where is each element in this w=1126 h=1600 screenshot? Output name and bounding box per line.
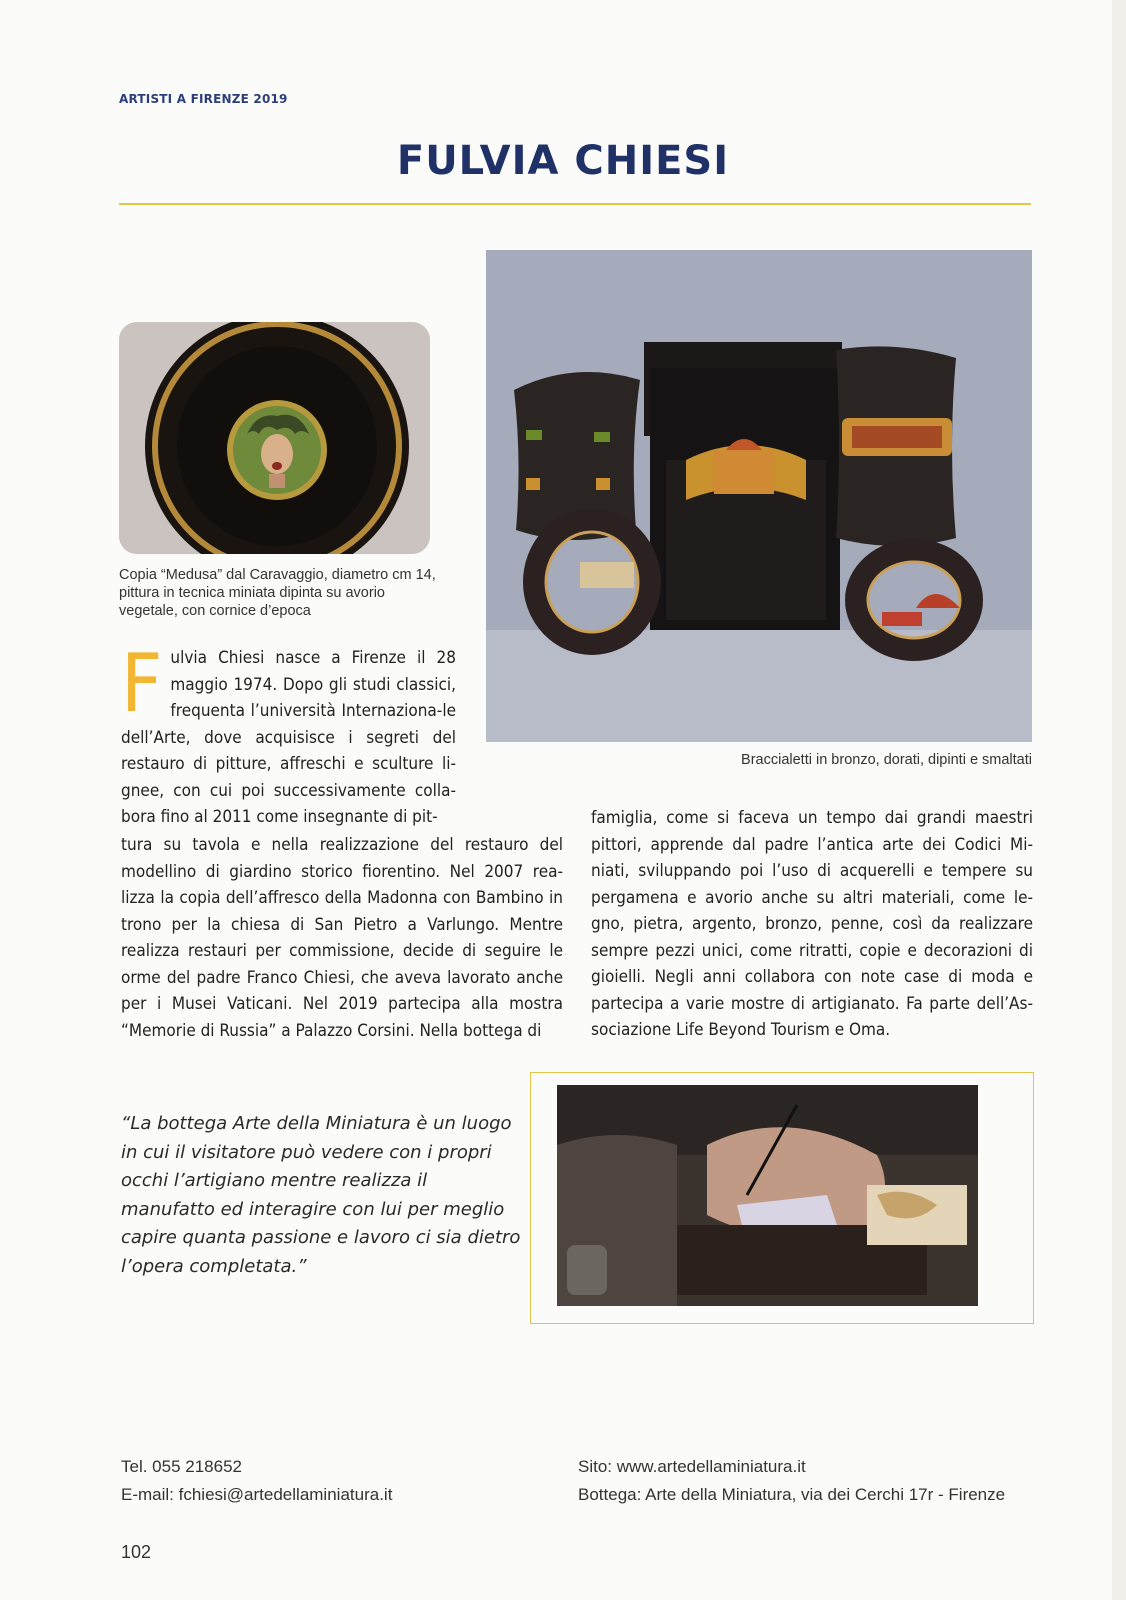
medusa-photo [119,322,430,554]
article-paragraph-2: famiglia, come si faceva un tempo dai grandi maestri pittori, apprende dal padre l’antica arte dei Codici Mi-niati, sviluppando poi l’uso di acquerelli e tempere su pergamena e avorio anche su altri materiali, come le-gno, pietra, argento, bronzo, penne, così da realizzare sempre pezzi unici, come ritratti, copie e decorazioni di gioielli. Negli anni collabora con note case di moda e partecipa a varie mostre di artigianato. Fa parte dell’As-sociazione Life Beyond Tourism e Oma. [591,808,1033,1040]
email-address: E-mail: fchiesi@artedellaminiatura.it [121,1485,393,1504]
article-title: FULVIA CHIESI [396,138,730,184]
phone-number: Tel. 055 218652 [121,1457,242,1476]
page-edge [1112,0,1126,1600]
bracelets-caption: Braccialetti in bronzo, dorati, dipinti e smaltati [741,752,1032,768]
medusa-caption: Copia “Medusa” dal Caravaggio, diametro cm 14, pittura in tecnica miniata dipinta su avorio vegetale, con cornice d’epoca [119,567,436,619]
contact-right [578,1453,1005,1509]
title-rule [119,203,1031,205]
drop-cap: F [121,637,163,730]
bracelets-photo [486,250,1032,742]
artisan-hands-photo [557,1085,978,1306]
pull-quote: “La bottega Arte della Miniatura è un luogo in cui il visitatore può vedere con i propri occhi l’artigiano mentre realizza il manufatto ed interagire con lui per meglio capire quanta passione e lavoro ci sia dietro l’opera completata.” [121,1113,521,1277]
page-number: 102 [121,1542,152,1562]
contact-left [121,1453,392,1509]
article-paragraph-1b: tura su tavola e nella realizzazione del restauro del modellino di giardino storico fiorentino. Nel 2007 rea-lizza la copia dell’affresco della Madonna con Bambino in trono per la chiesa di San Pietro a Varlungo. Mentre realizza restauri per commissione, decide di seguire le orme del padre Franco Chiesi, che aveva lavorato anche per i Musei Vaticani. Nel 2019 partecipa alla mostra “Memorie di Russia” a Palazzo Corsini. Nella bottega di [121,835,563,1041]
website: Sito: www.artedellaminiatura.it [578,1457,806,1476]
section-label: ARTISTI A FIRENZE 2019 [119,92,288,106]
shop-address: Bottega: Arte della Miniatura, via dei Cerchi 17r - Firenze [578,1485,1006,1504]
article-column-1-top [121,637,456,831]
article-paragraph-1a: ulvia Chiesi nasce a Firenze il 28 maggio 1974. Dopo gli studi classici, frequenta l’università Internaziona-le dell’Arte, dove acquisisce i segreti del restauro di pitture, affreschi e sculture li-gnee, con cui poi successivamente colla-bora fino al 2011 come insegnante di pit- [121,648,456,827]
